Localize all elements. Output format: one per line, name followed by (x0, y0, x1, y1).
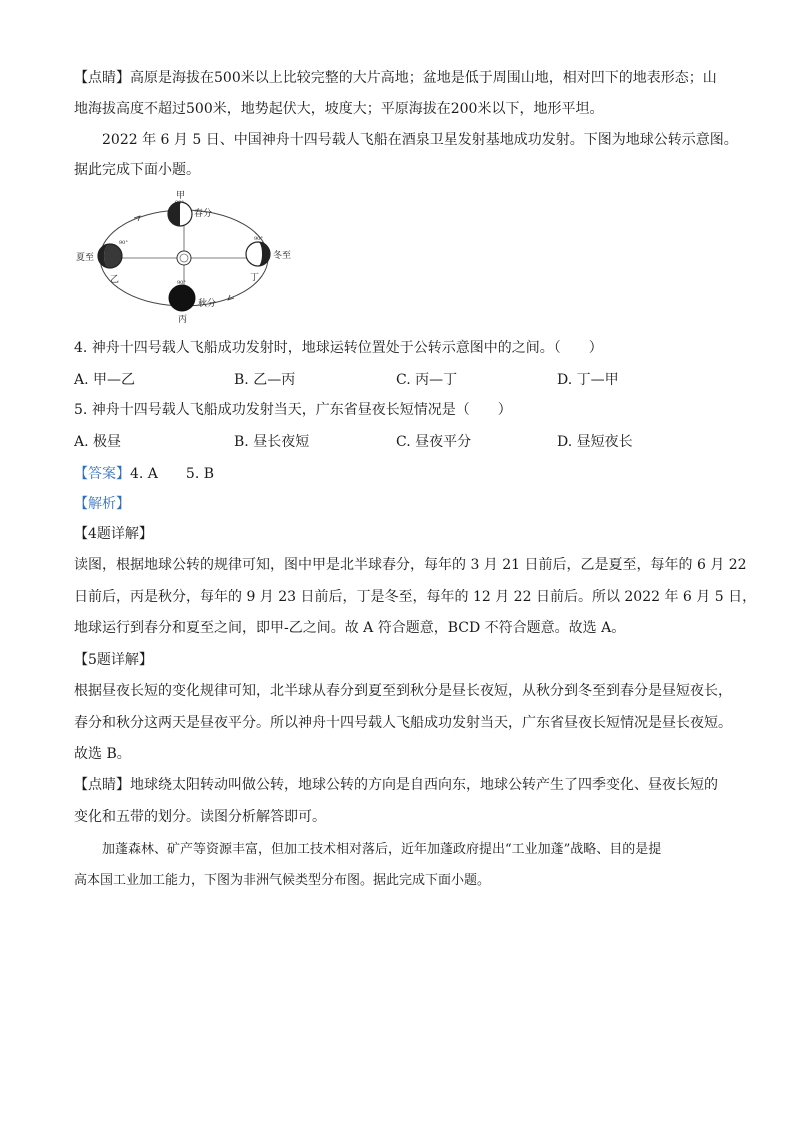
dianjing2-line-1: 【点睛】地球绕太阳转动叫做公转，地球公转的方向是自西向东，地球公转产生了四季变化、昼夜长短的 (74, 777, 718, 793)
earth-winter-ding (246, 242, 270, 266)
q5-option-b: B. 昼长夜短 (234, 434, 310, 450)
q5-option-c: C. 昼夜平分 (396, 434, 472, 450)
detail5-line-2: 春分和秋分这两天是昼夜平分。所以神舟十四号载人飞船成功发射当天，广东省昼夜长短情况是昼长夜短。 (74, 715, 732, 731)
dianjing2-line-2: 变化和五带的划分。读图分析解答即可。 (74, 809, 326, 825)
detail5-heading: 【5题详解】 (74, 652, 153, 668)
intro-line-1: 2022 年 6 月 5 日、中国神舟十四号载人飞船在酒泉卫星发射基地成功发射。下图为地球公转示意图。 (102, 132, 738, 148)
intro-line-2: 据此完成下面小题。 (74, 162, 200, 178)
label-yi: 乙 (110, 275, 120, 285)
label-qiufen: 秋分 (198, 299, 217, 309)
detail5-line-3: 故选 B。 (74, 746, 131, 762)
detail4-line-1: 读图，根据地球公转的规律可知，图中甲是北半球春分，每年的 3 月 21 日前后，乙是夏至，每年的 6 月 22 (74, 557, 747, 573)
detail4-heading: 【4题详解】 (74, 526, 153, 542)
earth-autumn-bing (169, 285, 195, 311)
label-xiazhi: 夏至 (76, 253, 95, 263)
q4-option-d: D. 丁—甲 (557, 372, 619, 388)
answer-text: 4. A 5. B (130, 466, 215, 482)
final-line-2: 高本国工业加工能力，下图为非洲气候类型分布图。据此完成下面小题。 (74, 873, 491, 888)
small-label-4: 90° (177, 280, 186, 286)
label-jia: 甲 (176, 191, 186, 201)
answer-line (74, 464, 214, 484)
dianjing-line-2: 地海拔高度不超过500米，地势起伏大，坡度大；平原海拔在200米以下，地形平坦。 (74, 101, 604, 117)
small-label-2: 90° (119, 240, 128, 246)
sun-icon (177, 251, 191, 265)
q5-stem: 5. 神舟十四号载人飞船成功发射当天，广东省昼夜长短情况是（ ） (74, 402, 512, 418)
q4-option-b: B. 乙—丙 (234, 372, 296, 388)
q4-stem: 4. 神舟十四号载人飞船成功发射时，地球运转位置处于公转示意图中的之间。（ ） (74, 340, 603, 356)
final-line-1: 加蓬森林、矿产等资源丰富，但加工技术相对落后，近年加蓬政府提出“工业加蓬”战略、目的是提 (102, 842, 662, 857)
earth-revolution-diagram (74, 186, 304, 326)
detail5-line-1: 根据昼夜长短的变化规律可知，北半球从春分到夏至到秋分是昼长夜短，从秋分到冬至到春分是昼短夜长， (74, 683, 732, 699)
analysis-label: 【解析】 (74, 496, 130, 512)
q5-option-d: D. 昼短夜长 (557, 434, 633, 450)
label-bing: 丙 (178, 315, 188, 325)
q5-option-a: A. 极昼 (74, 434, 122, 450)
dianjing-line-1: 【点睛】高原是海拔在500米以上比较完整的大片高地；盆地是低于周围山地，相对凹下的地表形态；山 (74, 70, 717, 86)
q4-option-a: A. 甲—乙 (74, 372, 136, 388)
label-ding: 丁 (250, 273, 260, 283)
detail4-line-3: 地球运行到春分和夏至之间，即甲-乙之间。故 A 符合题意，BCD 不符合题意。故选 A。 (74, 620, 626, 636)
earth-summer-yi (98, 244, 122, 268)
small-label-1: 90° (175, 200, 184, 206)
small-label-3: 90° (254, 236, 263, 242)
detail4-line-2: 日前后，丙是秋分，每年的 9 月 23 日前后，丁是冬至，每年的 12 月 22 日前后。所以 2022 年 6 月 5 日， (74, 589, 757, 605)
answer-label: 【答案】 (74, 466, 130, 482)
q4-option-c: C. 丙—丁 (396, 372, 458, 388)
label-chunfen: 春分 (194, 209, 213, 219)
label-dongzhi: 冬至 (273, 251, 292, 261)
